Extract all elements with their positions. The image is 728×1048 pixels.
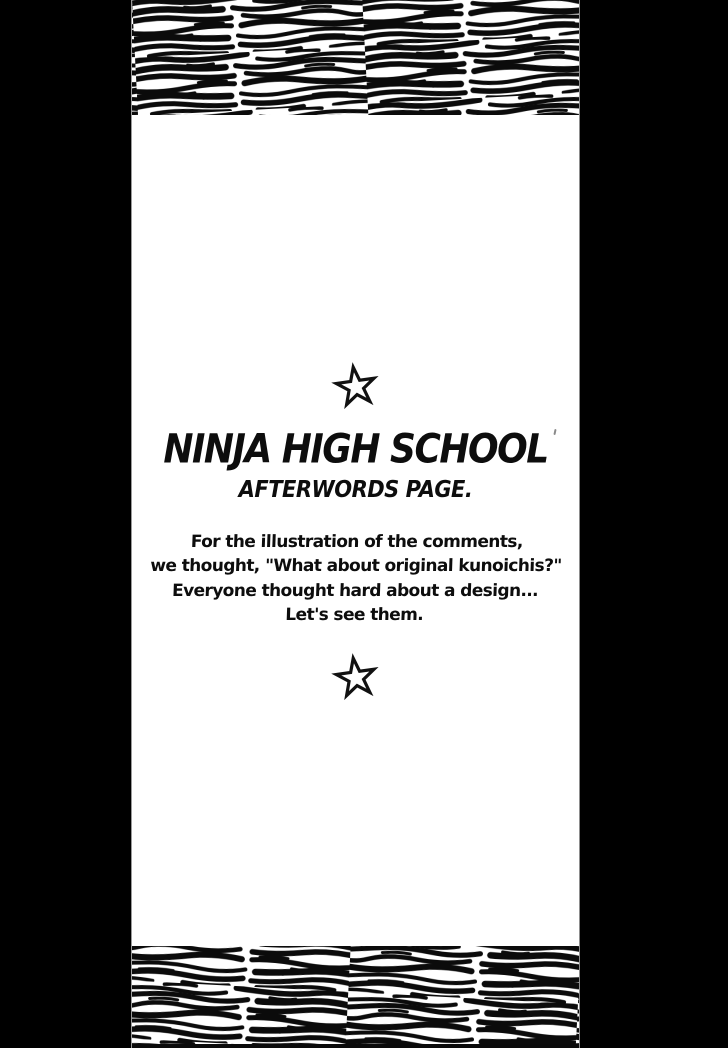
star-icon: [330, 652, 382, 704]
afterword-line-1: For the illustration of the comments,: [190, 532, 524, 552]
page-title: NINJA HIGH SCHOOL: [163, 426, 548, 473]
afterword-line-4: Let's see them.: [284, 605, 424, 626]
page-subtitle: AFTERWORDS PAGE.: [238, 475, 473, 503]
page-bottom-edge: [132, 1044, 580, 1048]
star-icon: [330, 361, 382, 413]
afterword-line-2: we thought, "What about original kunoichis?": [149, 556, 562, 577]
zebra-pattern-band-top: [132, 0, 580, 115]
manga-page: [131, 0, 580, 1048]
afterword-line-3: Everyone thought hard about a design...: [171, 580, 539, 601]
zebra-pattern-band-bottom: [132, 946, 580, 1048]
afterword-text: [131, 530, 580, 628]
